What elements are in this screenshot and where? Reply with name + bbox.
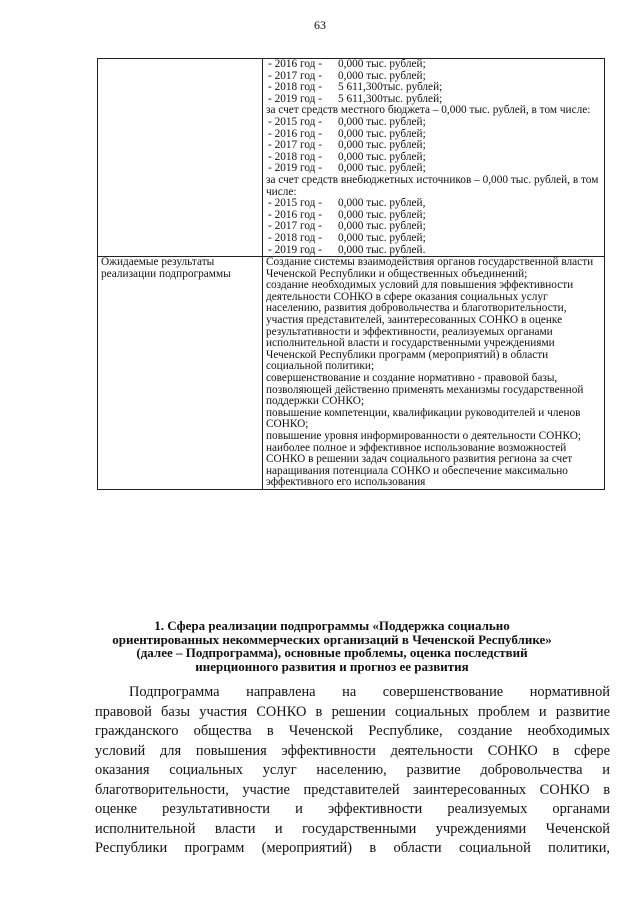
financing-year-line: [266, 233, 601, 245]
financing-year-line: [266, 198, 601, 210]
results-cell: [263, 257, 605, 490]
paragraph-line: оказания социальных услуг населению, развитие добровольчества и: [95, 762, 610, 778]
year-label: - 2019 год -: [268, 243, 323, 256]
result-item: создание необходимых условий для повышения эффективности деятельности СОНКО в сфере оказания социальных услуг населению, развития добровольчества и благотворительности, участия представителей, заинтересованных СОНКО в оценке результативности и эффективности, реализуемых органами исполнительной власти и государственными учреждениями Чеченской Республики программ (мероприятий) в области социальной политики;: [266, 279, 574, 373]
amount-value: 0,000 тыс. рублей;: [338, 58, 426, 70]
financing-year-line: [266, 117, 601, 129]
amount-value: 0,000 тыс. рублей;: [338, 127, 426, 140]
amount-value: 5 611,300тыс. рублей;: [338, 92, 443, 105]
amount-value: 0,000 тыс. рублей.: [338, 243, 426, 256]
year-label: - 2017 год -: [268, 139, 323, 152]
year-label: - 2018 год -: [268, 150, 323, 163]
paragraph-line: правовой базы участия СОНКО в решении социальных проблем и развитие: [95, 703, 610, 720]
year-label: - 2016 год -: [268, 58, 323, 70]
paragraph-line: Республики программ (мероприятий) в области социальной политики,: [95, 840, 610, 856]
extra-budget-text: за счет средств внебюджетных источников – 0,000 тыс. рублей, в том числе:: [266, 173, 599, 198]
year-label: - 2017 год -: [268, 69, 323, 82]
results-label: Ожидаемые результаты реализации подпрограммы: [98, 257, 263, 490]
paragraph-line: гражданского общества в Чеченской Республике, создание необходимых: [95, 723, 610, 739]
paragraph-line: условий для повышения эффективности деятельности СОНКО в сфере: [95, 742, 610, 759]
financing-lines-regional: [266, 59, 601, 105]
amount-value: 0,000 тыс. рублей;: [338, 220, 426, 233]
amount-value: 5 611,300тыс. рублей;: [338, 81, 443, 94]
section-heading: 1. Сфера реализации подпрограммы «Поддержка социально ориентированных некоммерческих организаций в Чеченской Республике» (далее – Подпрограмма), основные проблемы, оценка последствий инерционного развития и прогноз ее развития: [112, 618, 552, 674]
year-label: - 2019 год -: [268, 92, 323, 105]
financing-lines-extra: [266, 198, 601, 256]
amount-value: 0,000 тыс. рублей;: [338, 162, 426, 175]
amount-value: 0,000 тыс. рублей,: [338, 197, 426, 210]
result-item: совершенствование и создание нормативно - правовой базы, позволяющей действенно применять механизмы государственной поддержки СОНКО;: [266, 372, 584, 408]
paragraph-line: Подпрограмма направлена на совершенствование нормативной: [129, 684, 610, 700]
year-label: - 2018 год -: [268, 81, 323, 94]
amount-value: 0,000 тыс. рублей;: [338, 69, 426, 82]
table-row: [98, 257, 605, 490]
financing-year-line: [266, 245, 601, 257]
year-label: - 2018 год -: [268, 231, 323, 244]
result-item: повышение уровня информированности о деятельности СОНКО;: [266, 430, 582, 442]
year-label: - 2015 год -: [268, 197, 323, 210]
amount-value: 0,000 тыс. рублей;: [338, 115, 426, 128]
year-label: - 2017 год -: [268, 220, 323, 233]
financing-cell: [263, 59, 605, 257]
paragraph-line: исполнительной власти и государственными учреждениями Чеченской: [95, 820, 610, 837]
result-item: наиболее полное и эффективное использование возможностей СОНКО в решении задач социального развития региона за счет наращивания потенциала СОНКО и обеспечение максимально эффективного его использования: [266, 441, 573, 489]
result-item: повышение компетенции, квалификации руководителей и членов СОНКО;: [266, 406, 581, 431]
amount-value: 0,000 тыс. рублей;: [338, 139, 426, 152]
year-label: - 2015 год -: [268, 115, 323, 128]
financing-lines-local: [266, 117, 601, 175]
table-cell-empty: [98, 59, 263, 257]
results-list: [266, 257, 601, 489]
amount-value: 0,000 тыс. рублей;: [338, 150, 426, 163]
year-label: - 2016 год -: [268, 208, 323, 221]
year-label: - 2019 год -: [268, 162, 323, 175]
table-row: [98, 59, 605, 257]
page-number: 63: [314, 18, 326, 32]
paragraph-line: оценке результативности и эффективности реализуемых органами: [95, 801, 610, 817]
amount-value: 0,000 тыс. рублей;: [338, 231, 426, 244]
result-item: Создание системы взаимодействия органов государственной власти Чеченской Республики и общественных объединений;: [266, 256, 594, 280]
local-budget-text: за счет средств местного бюджета – 0,000 тыс. рублей, в том числе:: [266, 104, 591, 117]
subprogram-passport-table: [97, 58, 605, 490]
paragraph-line: благотворительности, участие представителей заинтересованных СОНКО в: [95, 781, 610, 798]
section-paragraph: [95, 683, 610, 859]
financing-year-line: [266, 140, 601, 152]
year-label: - 2016 год -: [268, 127, 323, 140]
financing-year-line: [266, 59, 601, 71]
amount-value: 0,000 тыс. рублей;: [338, 208, 426, 221]
